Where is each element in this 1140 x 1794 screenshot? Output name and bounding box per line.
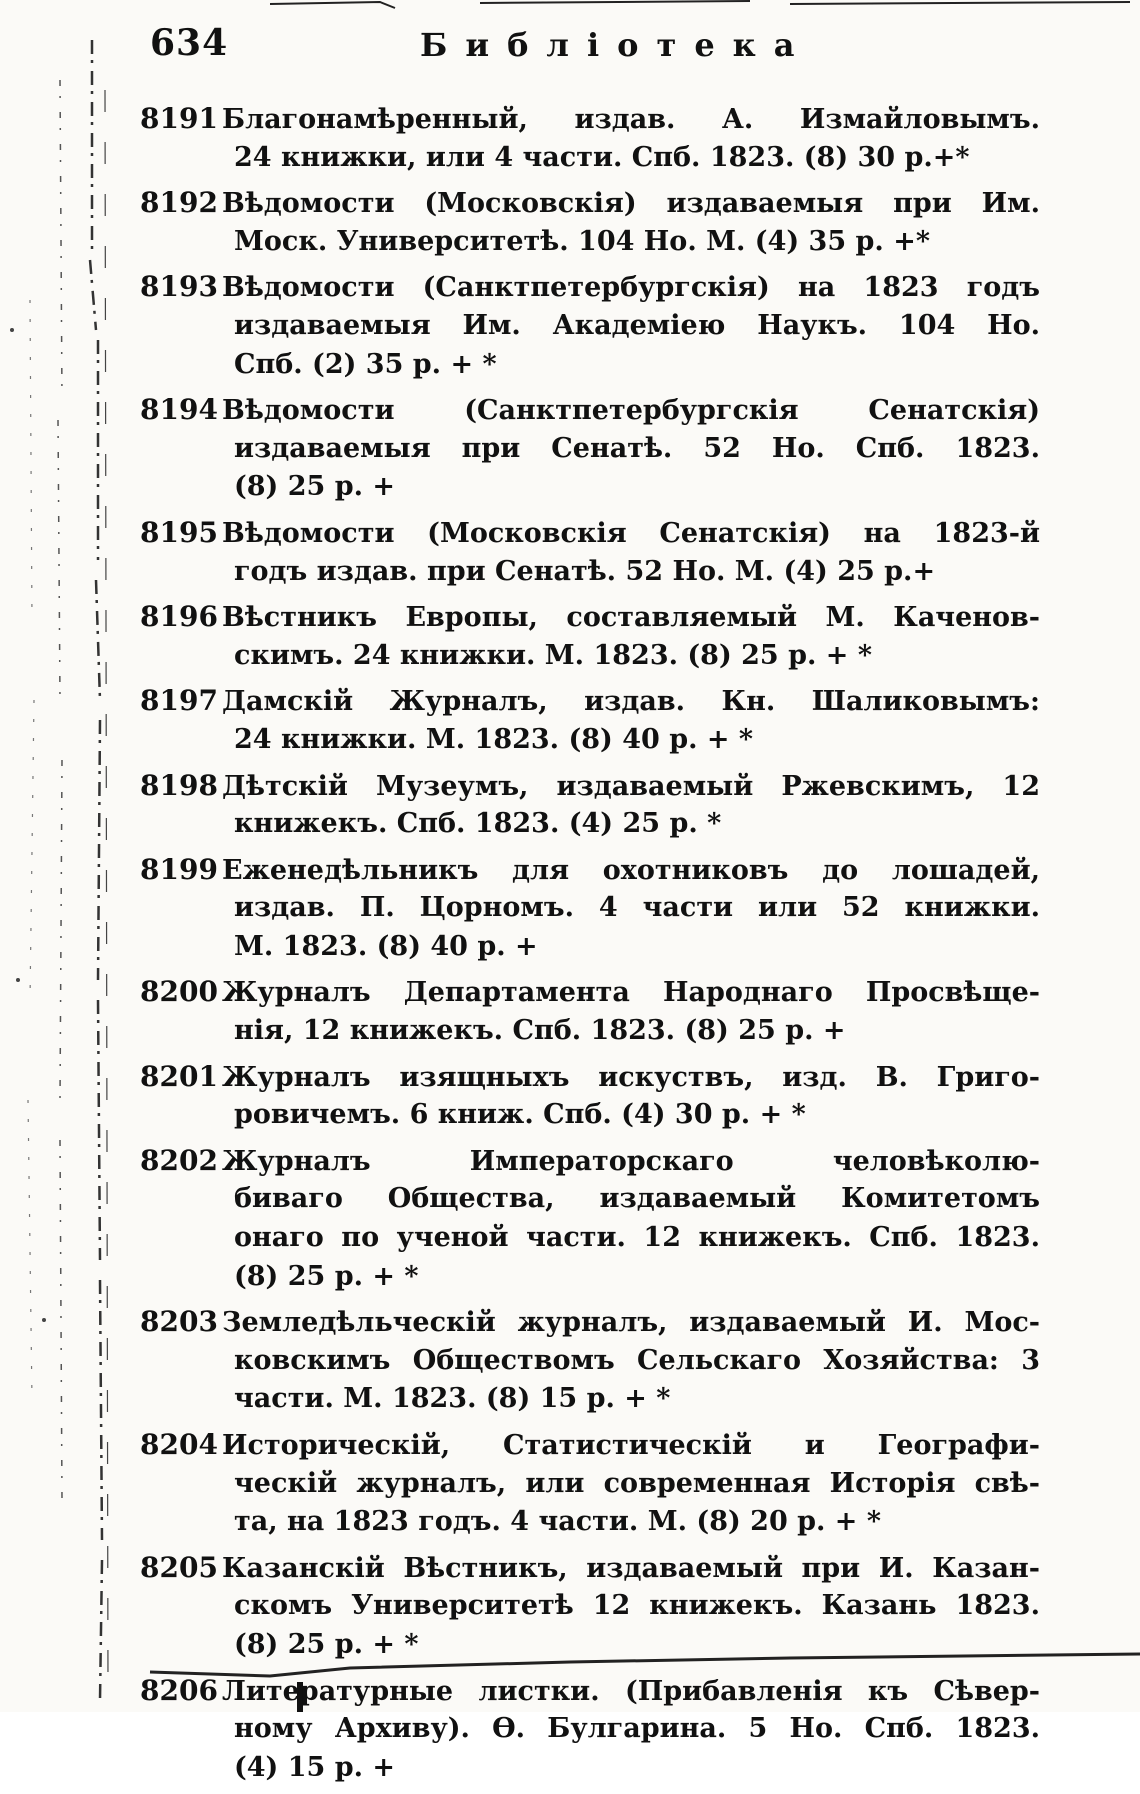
entry-text: годъ издав. при Сенатѣ. 52 Но. М. (4) 25 р.+ — [234, 555, 936, 587]
entry-text: Спб. (2) 35 р. + * — [234, 348, 497, 380]
top-edge-artifact — [150, 0, 1140, 20]
entry-text: Вѣдомости (Московскія Сенатскія) на 1823-й — [222, 517, 1040, 549]
entry-line — [140, 805, 1040, 844]
entry-line — [140, 637, 1040, 676]
page-header — [150, 22, 1040, 82]
entry-line — [140, 430, 1040, 469]
entry-text: (4) 15 р. + — [234, 1751, 396, 1783]
entry-line — [140, 1549, 1040, 1588]
entry-line — [140, 1465, 1040, 1504]
entry-line — [140, 851, 1040, 890]
entry-line — [140, 1303, 1040, 1342]
catalogue-entry — [140, 100, 1040, 177]
entry-text: 24 книжки, или 4 части. Спб. 1823. (8) 30 р.+* — [234, 141, 970, 173]
entry-text: (8) 25 р. + * — [234, 1260, 419, 1292]
entry-line — [140, 889, 1040, 928]
entry-number: 8203 — [140, 1305, 218, 1339]
entry-line — [140, 767, 1040, 806]
entry-number: 8196 — [140, 600, 218, 634]
entry-number: 8193 — [140, 270, 218, 304]
entry-line — [140, 468, 1040, 507]
catalogue-entry — [140, 184, 1040, 261]
page-number: 634 — [150, 22, 229, 64]
entry-text: издаваемыя при Сенатѣ. 52 Но. Спб. 1823. — [234, 432, 1040, 464]
entry-text: онаго по ученой части. 12 книжекъ. Спб. 1823. — [234, 1222, 1040, 1254]
entry-line — [140, 1096, 1040, 1135]
entry-line — [140, 307, 1040, 346]
entry-line — [140, 1380, 1040, 1419]
entry-number: 8206 — [140, 1673, 218, 1707]
entry-text: ному Архиву). Ѳ. Булгарина. 5 Но. Спб. 1823. — [234, 1713, 1040, 1745]
entry-line — [140, 1219, 1040, 1258]
entry-line — [140, 973, 1040, 1012]
entry-text: Журналъ Департамента Народнаго Просвѣще- — [222, 977, 1040, 1009]
entry-text: Вѣдомости (Московскія) издаваемыя при Им. — [222, 188, 1040, 220]
entry-text: Вѣдомости (Санктпетербургскія Сенатскія) — [222, 395, 1040, 427]
catalogue-entry — [140, 767, 1040, 844]
entry-line — [140, 1672, 1040, 1711]
entry-number: 8205 — [140, 1550, 218, 1584]
entry-line — [140, 268, 1040, 307]
entry-line — [140, 1587, 1040, 1626]
entry-line — [140, 682, 1040, 721]
entry-text: Моск. Университетѣ. 104 Но. М. (4) 35 р. +* — [234, 225, 930, 257]
catalogue-entry — [140, 851, 1040, 967]
entry-line — [140, 598, 1040, 637]
entry-line — [140, 1749, 1040, 1788]
catalogue-entry — [140, 1058, 1040, 1135]
entry-line — [140, 514, 1040, 553]
entry-text: та, на 1823 годъ. 4 части. М. (8) 20 р. + * — [234, 1506, 881, 1538]
entry-number: 8199 — [140, 852, 218, 886]
entry-number: 8197 — [140, 684, 218, 718]
running-head: Библіотека — [420, 26, 813, 64]
entry-number: 8204 — [140, 1428, 218, 1461]
entry-text: Историческій, Статистическій и Географи- — [222, 1430, 1040, 1461]
catalogue-entry — [140, 1303, 1040, 1419]
entry-text: Казанскій Вѣстникъ, издаваемый при И. Казан- — [222, 1552, 1040, 1584]
entry-text: издав. П. Цорномъ. 4 части или 52 книжки. — [234, 892, 1040, 924]
entry-text: книжекъ. Спб. 1823. (4) 25 р. * — [234, 808, 722, 840]
entry-number: 8194 — [140, 393, 218, 427]
entry-text: скимъ. 24 книжки. М. 1823. (8) 25 р. + * — [234, 639, 872, 671]
entry-line — [140, 1342, 1040, 1381]
entry-line — [140, 100, 1040, 139]
entry-text: ровичемъ. 6 книж. Спб. (4) 30 р. + * — [234, 1099, 806, 1131]
entry-line — [140, 553, 1040, 592]
entry-line — [140, 139, 1040, 178]
entry-text: Журналъ Императорскаго человѣколю- — [222, 1145, 1040, 1177]
entry-text: Журналъ изящныхъ искуствъ, изд. В. Григо- — [222, 1061, 1040, 1093]
catalogue-entry — [140, 682, 1040, 759]
entry-number: 8198 — [140, 768, 218, 802]
entry-text: биваго Общества, издаваемый Комитетомъ — [234, 1183, 1040, 1215]
entry-number: 8202 — [140, 1143, 218, 1177]
entry-number: 8192 — [140, 186, 218, 220]
catalogue-entry — [140, 514, 1040, 591]
entry-line — [140, 184, 1040, 223]
entry-text: нія, 12 книжекъ. Спб. 1823. (8) 25 р. + — [234, 1015, 846, 1047]
catalogue-entry — [140, 1549, 1040, 1665]
entry-line — [140, 1058, 1040, 1097]
entry-text: Вѣдомости (Санктпетербургскія) на 1823 годъ — [222, 272, 1040, 304]
entry-text: (8) 25 р. + — [234, 471, 396, 503]
entry-number: 8200 — [140, 975, 218, 1009]
entry-line — [140, 1258, 1040, 1297]
entry-text: Еженедѣльникъ для охотниковъ до лошадей, — [222, 854, 1040, 886]
catalogue-entry — [140, 598, 1040, 675]
entry-text: Вѣстникъ Европы, составляемый М. Каченов- — [222, 602, 1040, 634]
entry-line — [140, 223, 1040, 262]
catalogue-entry — [140, 973, 1040, 1050]
entry-line — [140, 346, 1040, 385]
entry-number: 8191 — [140, 102, 218, 135]
catalogue-entry — [140, 268, 1040, 384]
entry-text: 24 книжки. М. 1823. (8) 40 р. + * — [234, 723, 754, 755]
catalogue-entry — [140, 1142, 1040, 1296]
entry-line — [140, 1503, 1040, 1542]
entry-number: 8201 — [140, 1059, 218, 1093]
catalogue-entries — [140, 100, 1040, 1794]
entry-text: издаваемыя Им. Академіею Наукъ. 104 Но. — [234, 309, 1040, 341]
entry-line — [140, 1426, 1040, 1465]
entry-text: Благонамѣренный, издав. А. Измайловымъ. — [222, 104, 1040, 135]
entry-text: части. М. 1823. (8) 15 р. + * — [234, 1383, 671, 1415]
entry-text: М. 1823. (8) 40 р. + — [234, 930, 538, 962]
entry-line — [140, 1012, 1040, 1051]
entry-text: Дѣтскій Музеумъ, издаваемый Ржевскимъ, 12 — [222, 770, 1040, 802]
entry-text: (8) 25 р. + * — [234, 1628, 419, 1660]
entry-line — [140, 391, 1040, 430]
entry-line — [140, 1180, 1040, 1219]
entry-line — [140, 1142, 1040, 1181]
catalogue-entry — [140, 1672, 1040, 1788]
catalogue-entry — [140, 1426, 1040, 1542]
entry-number: 8195 — [140, 515, 218, 549]
entry-text: ковскимъ Обществомъ Сельскаго Хозяйства: 3 — [234, 1344, 1040, 1376]
entry-text: ческій журналъ, или современная Исторія свѣ- — [234, 1467, 1040, 1499]
entry-text: скомъ Университетѣ 12 книжекъ. Казань 1823. — [234, 1590, 1040, 1622]
entry-line — [140, 1710, 1040, 1749]
entry-text: Дамскій Журналъ, издав. Кн. Шаликовымъ: — [222, 686, 1040, 718]
entry-line — [140, 1626, 1040, 1665]
entry-line — [140, 928, 1040, 967]
left-margin-scan-artifacts — [0, 0, 112, 1712]
entry-text: Земледѣльческій журналъ, издаваемый И. Мос- — [222, 1307, 1040, 1339]
entry-line — [140, 721, 1040, 760]
catalogue-entry — [140, 391, 1040, 507]
entry-text: Литературные листки. (Прибавленія къ Сѣвер- — [222, 1675, 1040, 1707]
